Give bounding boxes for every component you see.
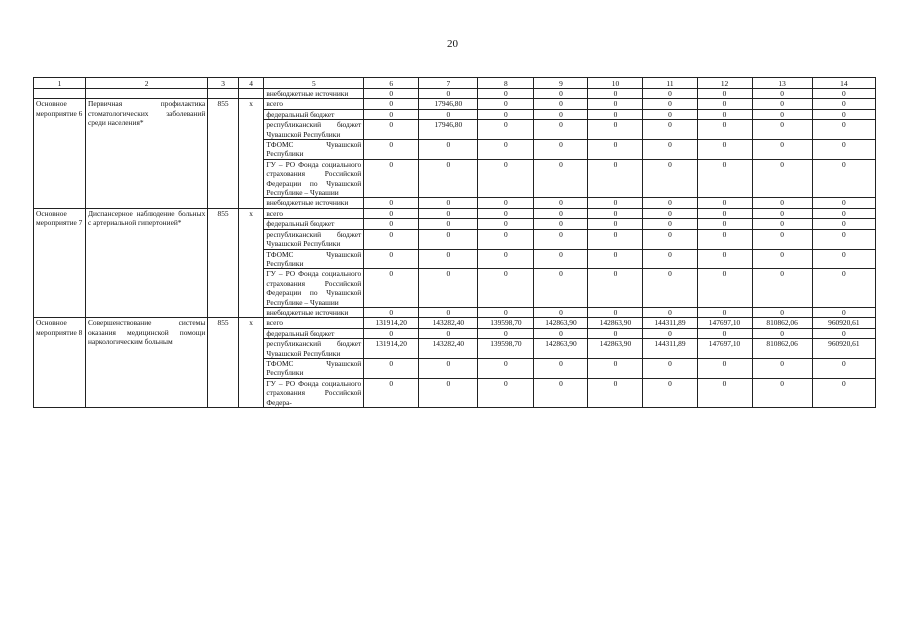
value-cell: 0 [752,120,812,140]
value-cell: 0 [478,358,534,378]
value-cell: 142863,90 [534,318,588,328]
value-cell: 0 [419,208,478,218]
value-cell: 0 [534,307,588,317]
value-cell: 0 [697,269,752,308]
value-cell: 0 [534,229,588,249]
value-cell: 0 [697,198,752,208]
value-cell: 0 [812,358,875,378]
value-cell: 0 [697,378,752,407]
value-cell: 147697,10 [697,318,752,328]
value-cell: 810862,06 [752,339,812,359]
value-cell: 0 [534,249,588,269]
table-row [34,208,876,218]
value-cell: 0 [812,99,875,109]
funding-source: внебюджетные источники [264,198,364,208]
value-cell: 0 [697,219,752,229]
value-cell: 0 [478,99,534,109]
value-cell: 0 [419,159,478,198]
value-cell: 0 [364,219,419,229]
value-cell: 139598,70 [478,318,534,328]
value-cell: 0 [812,109,875,119]
value-cell: 0 [752,140,812,160]
table-row [34,318,876,328]
value-cell: 0 [752,89,812,99]
value-cell: 0 [588,269,643,308]
value-cell: 0 [364,159,419,198]
value-cell: 0 [752,307,812,317]
value-cell: 0 [643,269,697,308]
value-cell: 0 [588,140,643,160]
value-cell: 0 [478,120,534,140]
value-cell: 0 [588,307,643,317]
value-cell: 131914,20 [364,318,419,328]
value-cell: 0 [812,219,875,229]
value-cell: 0 [588,89,643,99]
value-cell: 0 [419,378,478,407]
value-cell: 810862,06 [752,318,812,328]
value-cell: 0 [364,378,419,407]
event-code: Основное мероприятие 7 [34,208,86,317]
funding-source: республиканский бюджет Чувашской Республики [264,229,364,249]
value-cell: 0 [588,229,643,249]
value-cell: 0 [812,140,875,160]
value-cell: 0 [812,208,875,218]
value-cell: 0 [364,109,419,119]
value-cell: 0 [697,229,752,249]
value-cell: 0 [697,89,752,99]
value-cell: 0 [364,328,419,338]
empty-cell [85,89,207,99]
value-cell: 0 [643,328,697,338]
value-cell: 0 [643,198,697,208]
value-cell: 143282,40 [419,318,478,328]
value-cell: 0 [534,140,588,160]
value-cell: 0 [364,89,419,99]
value-cell: 142863,90 [534,339,588,359]
value-cell: 0 [419,229,478,249]
value-cell: 0 [588,159,643,198]
table-row [34,99,876,109]
column-header: 8 [478,78,534,89]
value-cell: 0 [478,198,534,208]
column-header: 6 [364,78,419,89]
value-cell: 0 [419,307,478,317]
value-cell: 0 [588,208,643,218]
event-code: Основное мероприятие 8 [34,318,86,408]
funding-source: внебюджетные источники [264,307,364,317]
value-cell: 0 [643,208,697,218]
value-cell: 0 [697,307,752,317]
value-cell: 0 [419,198,478,208]
value-cell: 0 [588,99,643,109]
funding-source: ТФОМС Чувашской Республики [264,140,364,160]
column-number-row [34,78,876,89]
value-cell: 0 [588,198,643,208]
value-cell: 0 [752,358,812,378]
value-cell: 0 [534,269,588,308]
grbs-code: 855 [208,318,239,408]
funding-source: федеральный бюджет [264,219,364,229]
value-cell: 0 [419,358,478,378]
value-cell: 0 [534,89,588,99]
value-cell: 960920,61 [812,339,875,359]
grbs-code: 855 [208,208,239,317]
value-cell: 0 [478,229,534,249]
event-name: Совершенствование системы оказания медицинской помощи наркологическим больным [85,318,207,408]
value-cell: 0 [643,249,697,269]
value-cell: 0 [588,358,643,378]
value-cell: 0 [588,378,643,407]
event-code: Основное мероприятие 6 [34,99,86,208]
value-cell: 0 [697,120,752,140]
value-cell: 0 [588,120,643,140]
value-cell: 0 [812,269,875,308]
value-cell: 0 [419,140,478,160]
funding-source: федеральный бюджет [264,109,364,119]
value-cell: 0 [419,269,478,308]
value-cell: 0 [534,328,588,338]
value-cell: 0 [364,99,419,109]
value-cell: 0 [643,358,697,378]
value-cell: 0 [588,219,643,229]
value-cell: 0 [364,229,419,249]
funding-source: всего [264,318,364,328]
value-cell: 0 [364,140,419,160]
value-cell: 0 [643,229,697,249]
funding-source: ГУ – РО Фонда социального страхования Российской Федера- [264,378,364,407]
column-header: 14 [812,78,875,89]
value-cell: 0 [478,328,534,338]
value-cell: 0 [364,120,419,140]
value-cell: 0 [697,328,752,338]
value-cell: 0 [752,378,812,407]
funding-source: федеральный бюджет [264,328,364,338]
funding-source: ТФОМС Чувашской Республики [264,249,364,269]
empty-cell [208,89,239,99]
event-name: Диспансерное наблюдение больных с артериальной гипертонией* [85,208,207,317]
event-name: Первичная профилактика стоматологических заболеваний среди населения* [85,99,207,208]
x-mark: x [238,318,263,408]
value-cell: 0 [364,269,419,308]
value-cell: 0 [812,159,875,198]
value-cell: 0 [752,219,812,229]
value-cell: 0 [534,159,588,198]
funding-source: всего [264,208,364,218]
value-cell: 0 [812,120,875,140]
value-cell: 0 [364,198,419,208]
value-cell: 0 [534,219,588,229]
funding-source: республиканский бюджет Чувашской Республики [264,120,364,140]
value-cell: 0 [643,159,697,198]
value-cell: 0 [643,307,697,317]
value-cell: 0 [478,219,534,229]
funding-source: внебюджетные источники [264,89,364,99]
value-cell: 0 [588,109,643,119]
column-header: 7 [419,78,478,89]
value-cell: 0 [534,109,588,119]
value-cell: 0 [752,208,812,218]
value-cell: 0 [697,99,752,109]
value-cell: 0 [752,229,812,249]
value-cell: 0 [643,378,697,407]
value-cell: 0 [812,229,875,249]
column-header: 11 [643,78,697,89]
value-cell: 0 [364,208,419,218]
value-cell: 0 [643,89,697,99]
value-cell: 0 [419,328,478,338]
empty-cell [34,89,86,99]
value-cell: 0 [478,307,534,317]
value-cell: 0 [364,249,419,269]
value-cell: 0 [478,378,534,407]
funding-source: ГУ – РО Фонда социального страхования Российской Федерации по Чувашской Республике – Чувашии [264,159,364,198]
table-row [34,89,876,99]
value-cell: 0 [697,109,752,119]
value-cell: 0 [419,219,478,229]
value-cell: 0 [812,307,875,317]
value-cell: 0 [534,378,588,407]
value-cell: 0 [643,140,697,160]
column-header: 13 [752,78,812,89]
column-header: 12 [697,78,752,89]
grbs-code: 855 [208,99,239,208]
value-cell: 0 [812,249,875,269]
value-cell: 0 [478,208,534,218]
column-header: 1 [34,78,86,89]
value-cell: 143282,40 [419,339,478,359]
value-cell: 0 [478,159,534,198]
budget-table [33,77,876,408]
value-cell: 142863,90 [588,339,643,359]
value-cell: 0 [534,208,588,218]
value-cell: 0 [752,198,812,208]
value-cell: 131914,20 [364,339,419,359]
column-header: 10 [588,78,643,89]
value-cell: 960920,61 [812,318,875,328]
value-cell: 0 [478,140,534,160]
funding-source: республиканский бюджет Чувашской Республики [264,339,364,359]
value-cell: 0 [643,99,697,109]
x-mark: x [238,208,263,317]
value-cell: 0 [419,109,478,119]
value-cell: 0 [697,159,752,198]
value-cell: 0 [588,249,643,269]
value-cell: 0 [812,198,875,208]
value-cell: 0 [643,120,697,140]
value-cell: 0 [752,328,812,338]
value-cell: 0 [752,159,812,198]
funding-source: ГУ – РО Фонда социального страхования Российской Федерации по Чувашской Республике – Чувашии [264,269,364,308]
value-cell: 0 [534,198,588,208]
value-cell: 17946,80 [419,99,478,109]
value-cell: 0 [478,269,534,308]
x-mark: x [238,99,263,208]
value-cell: 0 [419,249,478,269]
value-cell: 144311,89 [643,339,697,359]
value-cell: 0 [478,109,534,119]
value-cell: 0 [364,307,419,317]
value-cell: 0 [697,249,752,269]
value-cell: 0 [643,109,697,119]
value-cell: 144311,89 [643,318,697,328]
value-cell: 147697,10 [697,339,752,359]
value-cell: 0 [752,109,812,119]
value-cell: 0 [812,328,875,338]
value-cell: 0 [534,358,588,378]
value-cell: 142863,90 [588,318,643,328]
value-cell: 0 [419,89,478,99]
value-cell: 0 [752,249,812,269]
funding-source: всего [264,99,364,109]
value-cell: 0 [752,269,812,308]
value-cell: 0 [534,99,588,109]
value-cell: 0 [478,89,534,99]
value-cell: 0 [364,358,419,378]
empty-cell [238,89,263,99]
page-number: 20 [447,38,458,50]
value-cell: 0 [478,249,534,269]
column-header: 5 [264,78,364,89]
value-cell: 0 [697,140,752,160]
value-cell: 0 [534,120,588,140]
value-cell: 139598,70 [478,339,534,359]
value-cell: 0 [697,358,752,378]
value-cell: 0 [752,99,812,109]
column-header: 3 [208,78,239,89]
value-cell: 0 [812,89,875,99]
value-cell: 0 [643,219,697,229]
value-cell: 17946,80 [419,120,478,140]
value-cell: 0 [697,208,752,218]
funding-source: ТФОМС Чувашской Республики [264,358,364,378]
value-cell: 0 [588,328,643,338]
column-header: 4 [238,78,263,89]
column-header: 2 [85,78,207,89]
column-header: 9 [534,78,588,89]
value-cell: 0 [812,378,875,407]
